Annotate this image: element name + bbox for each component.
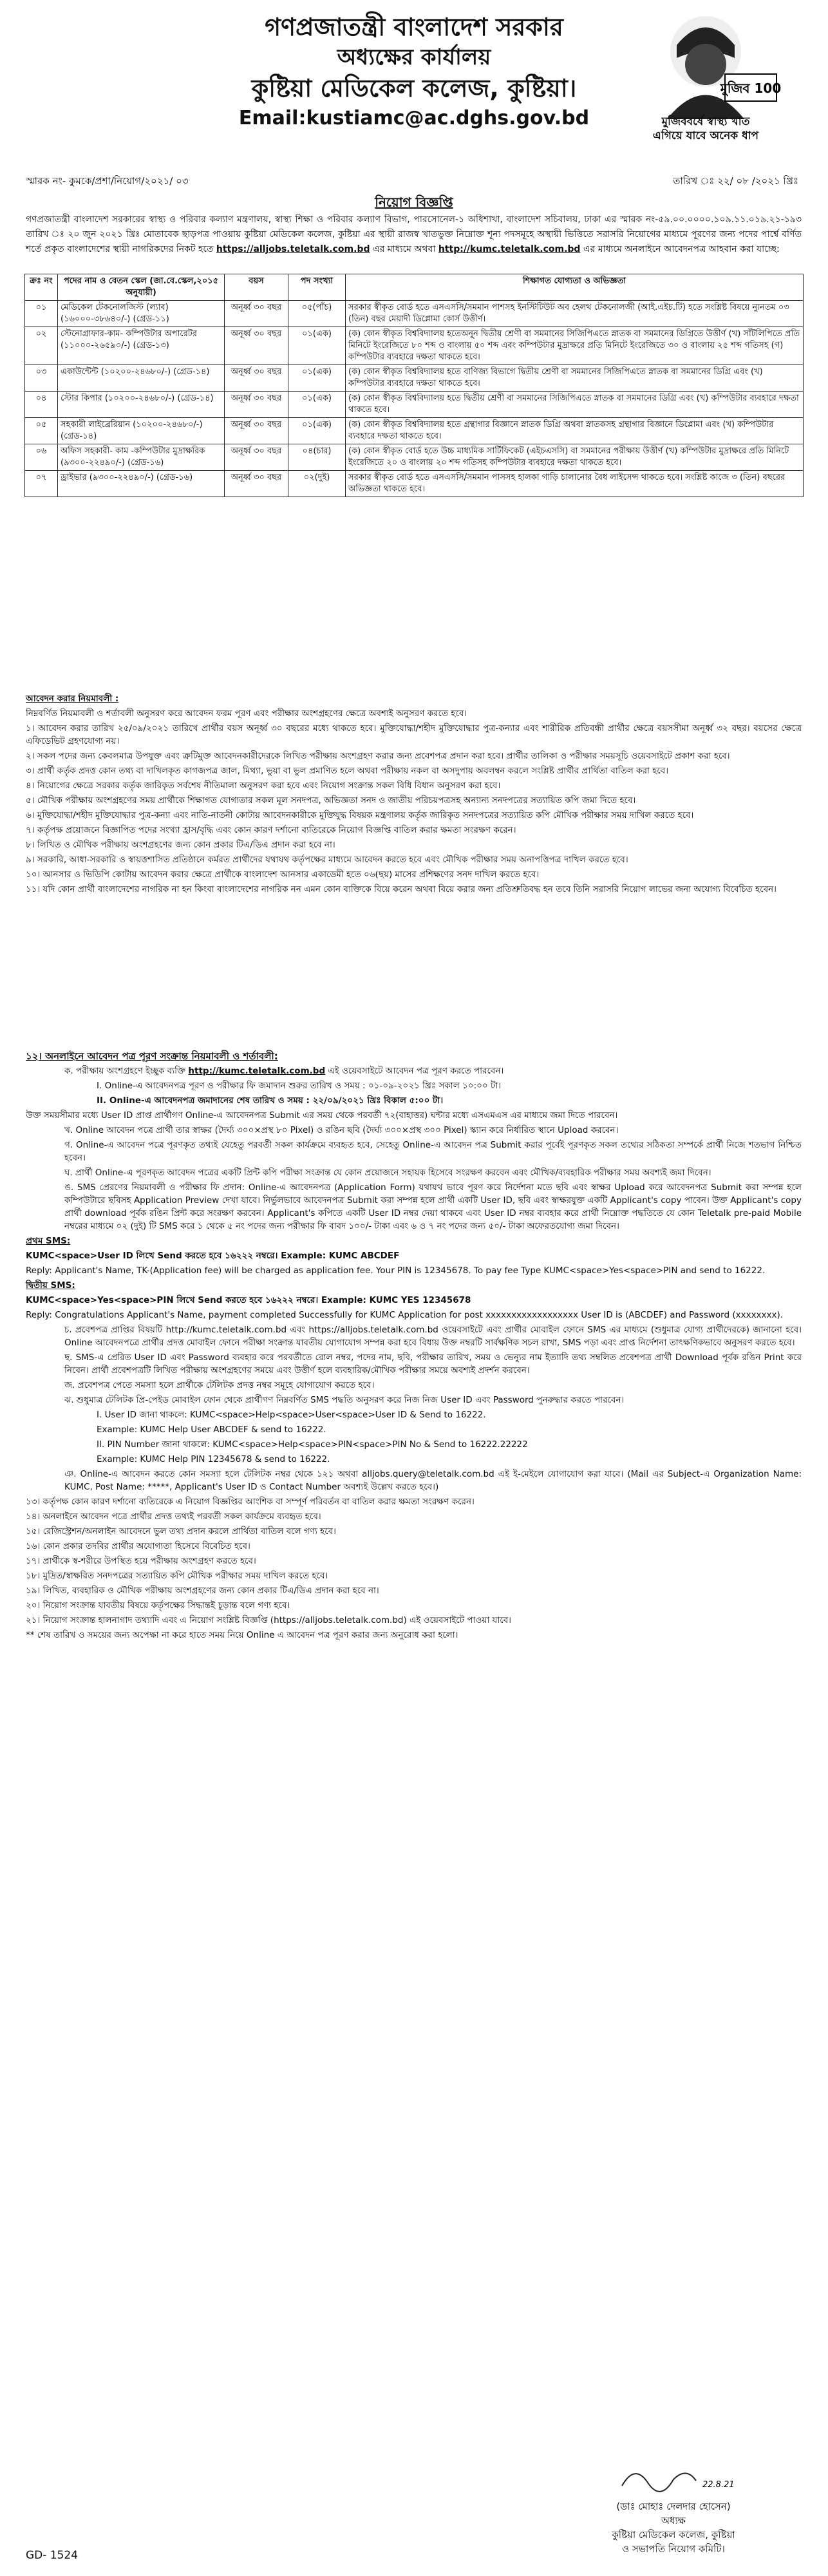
online-jha-ii-example: Example: KUMC Help PIN 12345678 & send to 16222. [97, 1454, 330, 1464]
intro-text: গণপ্রজাতন্ত্রী বাংলাদেশ সরকারের স্বাস্থ্য ও পরিবার কল্যাণ মন্ত্রণালয়, স্বাস্থ্য শিক্ষা ও পরিবার কল্যাণ বিভাগ, পারসোনেল-১ অধিশাখা, বাংলাদেশ সচিবালয়, ঢাকা এর স্মারক নং-৫৯.০০.০০০০.১০৯.১১.০১৯.২১-১৯৩ তারিখ ঃ ২০ জুন ২০২১ খ্রিঃ মোতাবেক ছাড়পত্র পাওয়ায় কুষ্টিয়া মেডিকেল কলেজ, কুষ্টিয়া এর স্থায়ী রাজস্ব খাতভুক্ত নিম্নোক্ত শূন্য পদসমূহে অস্থায়ী ভিত্তিতে সরাসরি নিয়োগের মাধ্যমে পূরণের জন্য পদের পার্শ্বে বর্ণিত শর্তে প্রকৃত বাংলাদেশের স্থায়ী নাগরিকদের নিকট হতে [26, 214, 802, 254]
online-jha-i-example: Example: KUMC Help User ABCDEF & send to 16222. [97, 1425, 326, 1435]
cell-qualification: সরকার স্বীকৃত বোর্ড হতে এসএসসি/সমমান পাশসহ ইনস্টিটিউট অব হেলথ টেকনোলজী (আই.এইচ.টি) হতে সংশ্লিষ্ট বিষয়ে ন্যুনতম ০৩ (তিন) বছর মেয়াদী ডিপ্লোমা কোর্স উত্তীর্ণ। [346, 301, 804, 327]
intro-mid: এর মাধ্যমে অথবা [372, 244, 436, 254]
cell-post-count: ০১(এক) [288, 327, 346, 365]
memo-date: তারিখ ঃ ২২/ ০৮ /২০২১ খ্রিঃ [673, 175, 798, 187]
col-serial: ক্রঃ নং [25, 274, 58, 301]
mujib-badge-text: মুজিব 100 [720, 80, 782, 96]
sms2-format: KUMC<space>Yes<space>PIN লিখে Send করতে হবে ১৬২২২ নম্বরে। Example: KUMC YES 12345678 [26, 1295, 471, 1305]
cell-post-name: অফিস সহকারী- কাম -কম্পিউটার মুদ্রাক্ষরিক (৯৩০০-২২৪৯০/-) (গ্রেড-১৬) [58, 444, 225, 471]
cell-serial: ০৪ [25, 392, 58, 418]
cell-post-name: সহকারী লাইব্রেরিয়ান (১০২০০-২৪৬৮০/-) (গ্রেড-১৪) [58, 418, 225, 444]
online-chha: ছ. SMS-এ প্রেরিত User ID এবং Password ব্যবহার করে পরবর্তীতে রোল নম্বর, পদের নাম, ছবি, পরীক্ষার তারিখ, সময় ও ভেন্যুর নাম ইত্যাদি তথ্য সম্বলিত প্রবেশপত্র প্রার্থী Download পূর্বক রঙিন Print করে নিবেন। প্রার্থী প্রবেশপত্রটি লিখিত পরীক্ষায় অংশগ্রহণের সময়ে এবং উত্তীর্ণ হলে ব্যবহারিক/মৌখিক পরীক্ষার সময়ে অবশ্যই প্রদর্শন করবেন। [64, 1352, 802, 1376]
misc-item: ২১। নিয়োগ সংক্রান্ত হালনাগাদ তথ্যাদি এবং এ নিয়োগ সংশ্লিষ্ট বিজ্ঞপ্তি (https://alljobs.teletalk.com.bd) এই ওয়েবসাইটে পাওয়া যাবে। [26, 1615, 512, 1625]
online-ka-text: ক. পরীক্ষায় অংশগ্রহণে ইচ্ছুক ব্যক্তি [64, 1066, 186, 1076]
office-title: অধ্যক্ষের কার্যালয় [337, 44, 491, 70]
memo-number: স্মারক নং- কুমকে/প্রশা/নিয়োগ/২০২১/ ০৩ [26, 175, 189, 187]
cell-serial: ০৫ [25, 418, 58, 444]
cell-post-count: ০২(দুই) [288, 471, 346, 497]
misc-item: ১৫। রেজিস্ট্রেশন/অনলাইন আবেদনে ভুল তথ্য প্রদান করলে প্রার্থিতা বাতিল বলে গণ্য হবে। [26, 1526, 337, 1537]
table-row [25, 365, 804, 392]
col-post-name: পদের নাম ও বেতন স্কেল (জা.বে.স্কেল,২০১৫ অনুযায়ী) [58, 274, 225, 301]
sms1-heading: প্রথম SMS: [26, 1236, 71, 1246]
signatory-name: (ডাঃ মোহাঃ দেলদার হোসেন) [616, 2501, 731, 2512]
rule-item: ৮। লিখিত ও মৌখিক পরীক্ষায় অংশগ্রহণের জন্য কোন প্রকার টিএ/ডিএ প্রদান করা হবে না। [26, 840, 335, 850]
cell-post-name: মেডিকেল টেকনোলজিস্ট (ল্যাব) (১৬০০০-৩৮৬৪০/-) (গ্রেড-১১) [58, 301, 225, 327]
cell-post-name: স্টোর কিপার (১০২০০-২৪৬৮০/-) (গ্রেড-১৪) [58, 392, 225, 418]
rule-item: ২। সকল পদের জন্য কেবলমাত্র উপযুক্ত এবং ত্রুটিমুক্ত আবেদনকারীদেরকে লিখিত পরীক্ষায় অংশগ্রহণ করার জন্য প্রবেশপত্র প্রদান করা হবে। প্রার্থীর তালিকা ও পরীক্ষার সময়সূচি ওয়েবসাইটে প্রকাশ করা হবে। [26, 751, 730, 761]
cell-post-count: ০১(এক) [288, 418, 346, 444]
kumc-apply-link[interactable]: http://kumc.teletalk.com.bd [188, 1066, 326, 1076]
rule-item: ৯। সরকারি, আধা-সরকারি ও স্বায়ত্তশাসিত প্রতিষ্ঠানে কর্মরত প্রার্থীদের যথাযথ কর্তৃপক্ষের মাধ্যমে আবেদন করতে হবে এবং মৌখিক পরীক্ষার সময় অনাপত্তিপত্র দাখিল করতে হবে। [26, 855, 628, 865]
rules-list [26, 722, 802, 896]
rule-item: ৫। মৌখিক পরীক্ষায় অংশগ্রহণের সময় প্রার্থীকে শিক্ষাগত যোগ্যতার সকল মূল সনদপত্র, অভিজ্ঞতা সনদ ও জাতীয় পরিচয়পত্রসহ অন্যান্য সনদপত্রের সত্যায়িত কপি জমা দিতে হবে। [26, 795, 636, 806]
cell-age: অনূর্ধ্ব ৩০ বছর [225, 365, 288, 392]
rule-item: ১। আবেদন করার তারিখ ২৫/০৯/২০২১ তারিখে প্রার্থীর বয়স অনূর্ধ্ব ৩০ বছরের মধ্যে থাকতে হবে। মুক্তিযোদ্ধা/শহীদ মুক্তিযোদ্ধার পুত্র-কন্যার এবং শারীরিক প্রতিবন্ধী প্রার্থীর ক্ষেত্রে বয়সসীমা অনূর্ধ্ব ৩২ বছর। বয়সের ক্ষেত্রে এফিডেভিট গ্রহণযোগ্য নয়। [26, 723, 802, 746]
kumc-link[interactable]: http://kumc.teletalk.com.bd [438, 244, 581, 254]
cell-post-count: ০১(এক) [288, 365, 346, 392]
cell-age: অনূর্ধ্ব ৩০ বছর [225, 418, 288, 444]
misc-item: ** শেষ তারিখ ও সময়ের জন্য অপেক্ষা না করে হাতে সময় নিয়ে Online এ আবেদন পত্র পূরণ করার জন্য অনুরোধ করা হলো। [26, 1630, 458, 1640]
online-jha-i: I. User ID জানা থাকলে: KUMC<space>Help<space>User<space>User ID & Send to 16222. [97, 1410, 486, 1420]
sms1-format: KUMC<space>User ID লিখে Send করতে হবে ১৬২২২ নম্বরে। Example: KUMC ABCDEF [26, 1251, 400, 1261]
table-header-row [25, 274, 804, 301]
online-heading: ১২। অনলাইনে আবেদন পত্র পূরণ সংক্রান্ত নিয়মাবলী ও শর্তাবলী: [26, 1050, 278, 1062]
cell-post-name: ড্রাইভার (৯৩০০-২২৪৯০/-) (গ্রেড-১৬) [58, 471, 225, 497]
online-ka-ii: II. Online-এ আবেদনপত্র জমাদানের শেষ তারিখ ও সময় : ২২/০৯/২০২১ খ্রিঃ বিকাল ৫:০০ টা। [97, 1095, 444, 1106]
rule-item: ১১। যদি কোন প্রার্থী বাংলাদেশের নাগরিক না হন কিংবা বাংলাদেশের নাগরিক নন এমন কোন ব্যক্তিকে বিয়ে করেন অথবা বিয়ে করার জন্য প্রতিশ্রুতিবদ্ধ হন তবে তিনি সরাসরি নিয়োগ লাভের জন্য অযোগ্য বিবেচিত হবেন। [26, 884, 776, 895]
online-uo: ঙ. SMS প্রেরণের নিয়মাবলী ও পরীক্ষার ফি প্রদান: Online-এ আবেদনপত্র (Application Form) যথাযথ ভাবে পূরণ করে নির্দেশনা মতে ছবি এবং স্বাক্ষর Upload করে আবেদনপত্র Submit করা সম্পন্ন হলে কম্পিউটারে ছবিসহ Application Preview দেখা যাবে। নির্ভুলভাবে আবেদনপত্র Submit করা সম্পন্ন হলে প্রার্থী একটি User ID, ছবি এবং স্বাক্ষরযুক্ত একটি Applicant's copy পাবেন। উক্ত Applicant's copy প্রার্থী download পূর্বক রঙিন প্রিন্ট করে সংরক্ষণ করবেন। Applicant's কপিতে একটি User ID নম্বর দেয়া থাকবে এবং User ID নম্বর ব্যবহার করে প্রার্থী নিম্নোক্ত পদ্ধতিতে যে কোন Teletalk pre-paid Mobile নম্বরের মাধ্যমে ০২ (দুই) টি SMS করে ১ থেকে ৫ নং পদের জন্য পরীক্ষার ফি বাবদ ১০০/- টাকা এবং ৬ ও ৭ নং পদের জন্য ৫০/- টাকা অফেরতযোগ্য জমা দিবেন। [64, 1182, 802, 1231]
cell-qualification: (ক) কোন স্বীকৃত বিশ্ববিদ্যালয় হতে বাণিজ্য বিভাগে দ্বিতীয় শ্রেণী বা সমমানের সিজিপিএতে স্নাতক বা সমমানের ডিগ্রি এবং (খ) কম্পিউটার ব্যবহারে দক্ষতা থাকতে হবে। [346, 365, 804, 392]
misc-item: ১৭। প্রার্থীকে স্ব-শরীরে উপস্থিত হয়ে পরীক্ষায় অংশগ্রহণ করতে হবে। [26, 1556, 256, 1566]
col-age: বয়স [225, 274, 288, 301]
cell-serial: ০২ [25, 327, 58, 365]
table-row [25, 392, 804, 418]
cell-serial: ০১ [25, 301, 58, 327]
rule-item: ৬। মুক্তিযোদ্ধা/শহীদ মুক্তিযোদ্ধার পুত্র-কন্যা এবং নাতি-নাতনী কোটায় আবেদনকারীকে মুক্তিযুদ্ধ বিষয়ক মন্ত্রণালয় কর্তৃক জারিকৃত সনদপত্রের সত্যায়িত কপি মৌখিক পরীক্ষার সময় দাখিল করতে হবে। [26, 810, 694, 820]
email-line: Email:kustiamc@ac.dghs.gov.bd [238, 107, 590, 129]
logo-caption [622, 115, 789, 143]
gd-number: GD- 1524 [26, 2549, 79, 2562]
online-gha: ঘ. প্রার্থী Online-এ পূরণকৃত আবেদন পত্রের একটি প্রিন্ট কপি পরীক্ষা সংক্রান্ত যে কোন প্রয়োজনে সহায়ক হিসেবে সংরক্ষণ করবেন এবং মৌখিক/ব্যবহারিক পরীক্ষার সময় অবশ্যই জমা দিবেন। [64, 1168, 711, 1178]
cell-serial: ০৭ [25, 471, 58, 497]
cell-serial: ০৬ [25, 444, 58, 471]
cell-post-count: ০১(এক) [288, 392, 346, 418]
sms2-heading: দ্বিতীয় SMS: [26, 1280, 75, 1291]
signatory-org: কুষ্টিয়া মেডিকেল কলেজ, কুষ্টিয়া [612, 2529, 735, 2541]
misc-item: ১৬। কোন প্রকার তদবির প্রার্থীর অযোগ্যতা হিসেবে বিবেচিত হবে। [26, 1541, 250, 1551]
cell-age: অনূর্ধ্ব ৩০ বছর [225, 471, 288, 497]
rules-lead: নিম্নবর্ণিত নিয়মাবলী ও শর্তাবলী অনুসরণ করে আবেদন ফরম পূরণ এবং পরীক্ষার অংশগ্রহণের ক্ষেত্রে অবশ্যই অনুসরণ করতে হবে। [26, 708, 467, 719]
cell-qualification: সরকার স্বীকৃত বোর্ড হতে এসএসসি/সমমান পাসসহ হালকা গাড়ি চালানোর বৈধ লাইসেন্স থাকতে হবে। সংশ্লিষ্ট কাজে ৩ (তিন) বছরের অভিজ্ঞতা থাকতে হবে। [346, 471, 804, 497]
table-row [25, 327, 804, 365]
notice-title: নিয়োগ বিজ্ঞপ্তি [375, 194, 453, 210]
misc-list [26, 1495, 802, 1642]
rules-section [26, 692, 802, 898]
signatory-role: ও সভাপতি নিয়োগ কমিটি। [622, 2543, 725, 2555]
online-jha: ঝ. শুধুমাত্র টেলিটক প্রি-পেইড মোবাইল ফোন থেকে প্রার্থীগণ নিম্নবর্ণিত SMS পদ্ধতি অনুসরণ করে নিজ নিজ User ID এবং Password পুনরুদ্ধার করতে পারবেন। [64, 1395, 625, 1405]
govt-title: গণপ্রজাতন্ত্রী বাংলাদেশ সরকার [265, 13, 563, 41]
online-ka-note: উক্ত সময়সীমার মধ্যে User ID প্রাপ্ত প্রার্থীগণ Online-এ আবেদনপত্র Submit এর সময় থেকে পরবর্তী ৭২(বাহাত্তর) ঘন্টার মধ্যে এসএমএস এর মাধ্যমে জমা দিতে পারবেন। [26, 1110, 618, 1121]
cell-qualification: (ক) কোন স্বীকৃত বিশ্ববিদ্যালয় হতে গ্রন্থাগার বিজ্ঞানে স্নাতক ডিগ্রি অথবা স্নাতকসহ গ্রন্থাগার বিজ্ঞানে ডিপ্লোমা এবং (খ) কম্পিউটার ব্যবহারে দক্ষতা থাকতে হবে। [346, 418, 804, 444]
misc-item: ১৯। লিখিত, ব্যবহারিক ও মৌখিক পরীক্ষায় অংশগ্রহণের জন্য কোন প্রকার টিএ/ডিএ প্রদান করা হবে না। [26, 1586, 379, 1596]
online-ga: গ. Online-এ আবেদন পত্রে পূরণকৃত তথ্যই যেহেতু পরবর্তী সকল কার্যক্রমে ব্যবহৃত হবে, সেহেতু Online-এ আবেদন পত্র Submit করার পূর্বেই পূরণকৃত সকল তথ্যের সঠিকতা সম্পর্কে প্রার্থী নিজে শতভাগ নিশ্চিত হবেন। [64, 1140, 802, 1163]
cell-age: অনূর্ধ্ব ৩০ বছর [225, 392, 288, 418]
cell-serial: ০৩ [25, 365, 58, 392]
posts-table [24, 274, 804, 497]
online-cha: চ. প্রবেশপত্র প্রাপ্তির বিষয়টি http://kumc.teletalk.com.bd এবং https://alljobs.teletalk.com.bd ওয়েবসাইটে এবং প্রার্থীর মোবাইল ফোনে SMS এর মাধ্যমে (শুধুমাত্র যোগ্য প্রার্থীদেরকে) জানানো হবে। Online আবেদনপত্রে প্রার্থীর প্রদত্ত মোবাইল ফোনে পরীক্ষা সংক্রান্ত যাবতীয় যোগাযোগ সম্পন্ন করা হবে বিধায় উক্ত নম্বরটি সার্বক্ষণিক সচল রাখা, SMS পড়া এবং প্রাপ্ত নির্দেশনা তাৎক্ষণিকভাবে অনুসরণ করতে হবে। [64, 1325, 802, 1348]
online-section [26, 1050, 802, 1643]
signature-scribble [609, 2460, 738, 2496]
rule-item: ১০। আনসার ও ভিডিপি কোটায় আবেদন করার ক্ষেত্রে প্রার্থীকে বাংলাদেশ আনসার একাডেমী হতে ০৬(ছয়) মাসের প্রশিক্ষণের সনদ দাখিল করতে হবে। [26, 869, 540, 880]
cell-qualification: (ক) কোন স্বীকৃত বিশ্ববিদ্যালয় হতে দ্বিতীয় শ্রেণী বা সমমানের সিজিপিএতে স্নাতক বা সমমানের ডিগ্রি এবং (খ) কম্পিউটার ব্যবহারে দক্ষতা থাকতে হবে। [346, 392, 804, 418]
table-row [25, 471, 804, 497]
col-post-count: পদ সংখ্যা [288, 274, 346, 301]
signatory-title: অধ্যক্ষ [661, 2515, 686, 2526]
cell-post-count: ০৪(চার) [288, 444, 346, 471]
cell-qualification: (ক) কোন স্বীকৃত বোর্ড হতে উচ্চ মাধ্যমিক সার্টিফিকেট (এইচএসসি) বা সমমানের পরীক্ষায় উত্তীর্ণ (খ) কম্পিউটার মুদ্রাক্ষরে প্রতি মিনিটে ইংরেজিতে ২০ ও বাংলায় ২০ শব্দ গতিসহ কম্পিউটার ব্যবহারে দক্ষতা থাকতে হবে। [346, 444, 804, 471]
misc-item: ২০। নিয়োগ সংক্রান্ত যাবতীয় বিষয়ে কর্তৃপক্ষের সিদ্ধান্তই চূড়ান্ত বলে গণ্য হবে। [26, 1600, 290, 1611]
cell-post-count: ০৫(পাঁচ) [288, 301, 346, 327]
misc-item: ১৮। মুদ্রিত/স্বাক্ষরিত সনদপত্রের সত্যায়িত কপি মৌখিক পরীক্ষার সময় দাখিল করতে হবে। [26, 1571, 328, 1581]
online-ja: জ. প্রবেশপত্র পেতে সমস্যা হলে প্রার্থীকে টেলিটক প্রদত্ত নম্বর সমূহে যোগাযোগ করতে হবে। [64, 1380, 375, 1390]
table-row [25, 444, 804, 471]
online-ka-i: I. Online-এ আবেদনপত্র পূরণ ও পরীক্ষার ফি জমাদান শুরুর তারিখ ও সময় : ০১-০৯-২০২১ খ্রিঃ সকাল ১০:০০ টা। [97, 1081, 502, 1091]
table-row [25, 418, 804, 444]
signature-block [577, 2460, 770, 2556]
rule-item: ৩। প্রার্থী কর্তৃক প্রদত্ত কোন তথ্য বা দাখিলকৃত কাগজপত্র জাল, মিথ্যা, ভুয়া বা ভুল প্রমাণিত হলে অথবা পরীক্ষায় নকল বা অসদুপায় অবলম্বন করলে সংশ্লিষ্ট প্রার্থীর প্রার্থিতা বাতিল করা হবে। [26, 766, 669, 776]
online-ka-post: এই ওয়েবসাইটে আবেদন পত্র পূরণ করতে পারবেন। [328, 1066, 504, 1076]
cell-age: অনূর্ধ্ব ৩০ বছর [225, 301, 288, 327]
online-nya: ঞ. Online-এ আবেদন করতে কোন সমস্যা হলে টেলিটক নম্বর থেকে ১২১ অথবা alljobs.query@teletalk.com.bd এই ই-মেইলে যোগাযোগ করা যাবে। (Mail এর Subject-এ Organization Name: KUMC, Post Name: *****, Applicant's User ID ও Contact Number অবশ্যই উল্লেখ করতে হবে।) [64, 1469, 802, 1492]
misc-item: ১৩। কর্তৃপক্ষ কোন কারণ দর্শানো ব্যতিরেকে এ নিয়োগ বিজ্ঞপ্তির আংশিক বা সম্পূর্ণ পরিবর্তন বা বাতিল করার ক্ষমতা সংরক্ষণ করেন। [26, 1497, 475, 1507]
sms2-reply: Reply: Congratulations Applicant's Name, payment completed Successfully for KUMC Application for post xxxxxxxxxxxxxxxxxx User ID is (ABCDEF) and Password (xxxxxxxx). [26, 1310, 784, 1320]
rule-item: ৪। নিয়োগের ক্ষেত্রে সরকার কর্তৃক জারিকৃত সর্বশেষ নীতিমালা অনুসরণ করা হবে এবং নিয়োগ সংক্রান্ত সকল বিধি বিধান অনুসরণ করা হবে। [26, 781, 501, 791]
memo-line [26, 174, 798, 190]
cell-age: অনূর্ধ্ব ৩০ বছর [225, 327, 288, 365]
rules-heading: আবেদন করার নিয়মাবলী : [26, 694, 119, 704]
sms1-reply: Reply: Applicant's Name, TK-(Application fee) will be charged as application fee. Your PIN is 12345678. To pay fee Type KUMC<space>Yes<space>PIN and send to 16222. [26, 1265, 766, 1276]
online-ka [26, 1065, 802, 1077]
college-title: কুষ্টিয়া মেডিকেল কলেজ, কুষ্টিয়া। [251, 74, 577, 102]
logo-caption-line1: মুজিববর্ষে স্বাস্থ্য খাত [661, 115, 750, 128]
rule-item: ৭। কর্তৃপক্ষ প্রয়োজনে বিজ্ঞাপিত পদের সংখ্যা হ্রাস/বৃদ্ধি এবং কোন কারণ দর্শানো ব্যতিরেকে নিয়োগ বিজ্ঞপ্তি বাতিল করার ক্ষমতা সংরক্ষণ করেন। [26, 825, 516, 835]
table-row [25, 301, 804, 327]
intro-tail: এর মাধ্যমে অনলাইনে আবেদনপত্র আহবান করা যাচ্ছে: [583, 244, 780, 254]
cell-age: অনূর্ধ্ব ৩০ বছর [225, 444, 288, 471]
cell-post-name: একাউন্টেন্ট (১০২০০-২৪৬৮০/-) (গ্রেড-১৪) [58, 365, 225, 392]
alljobs-link[interactable]: https://alljobs.teletalk.com.bd [216, 244, 370, 254]
signature-date: 22.8.21 [702, 2480, 735, 2490]
cell-qualification: (ক) কোন স্বীকৃত বিশ্ববিদ্যালয় হতেঅনূ্ন দ্বিতীয় শ্রেণী বা সমমানের সিজিপিএতে স্নাতক বা সমমানের ডিগ্রিতে উত্তীর্ণ (খ) সাঁটলিপিতে প্রতি মিনিটে ইংরেজিতে ৮০ শব্দ ও বাংলায় ৫০ শব্দ এবং কম্পিউটার মুদ্রাক্ষরে প্রতি মিনিটে ইংরেজিতে ৩০ ও বাংলায় ২৫ শব্দ গতিসহ (গ) কম্পিউটার ব্যবহারে দক্ষতা থাকতে হবে। [346, 327, 804, 365]
cell-post-name: স্টেনোগ্রাফার-কাম- কম্পিউটার অপারেটর (১১০০০-২৬৫৯০/-) (গ্রেড-১৩) [58, 327, 225, 365]
col-qualification: শিক্ষাগত যোগ্যতা ও অভিজ্ঞতা [346, 274, 804, 301]
misc-item: ১৪। অনলাইনে আবেদন পত্রে প্রার্থীর প্রদত্ত তথ্যই পরবর্তী সকল কার্যক্রমে ব্যবহৃত হবে। [26, 1511, 321, 1522]
online-jha-ii: II. PIN Number জানা থাকলে: KUMC<space>Help<space>PIN<space>PIN No & Send to 16222.22222 [97, 1439, 528, 1450]
logo-caption-line2: এগিয়ে যাবে অনেক ধাপ [652, 129, 759, 142]
online-kha: খ. Online আবেদন পত্রে প্রার্থী তার স্বাক্ষর (দৈর্ঘ্য ৩০০×প্রস্থ ৮০ Pixel) ও রঙিন ছবি (দৈর্ঘ্য ৩০০×প্রস্থ ৩০০ Pixel) স্ক্যান করে নির্ধারিত স্থানে Upload করবেন। [64, 1125, 619, 1135]
intro-paragraph [26, 213, 802, 257]
